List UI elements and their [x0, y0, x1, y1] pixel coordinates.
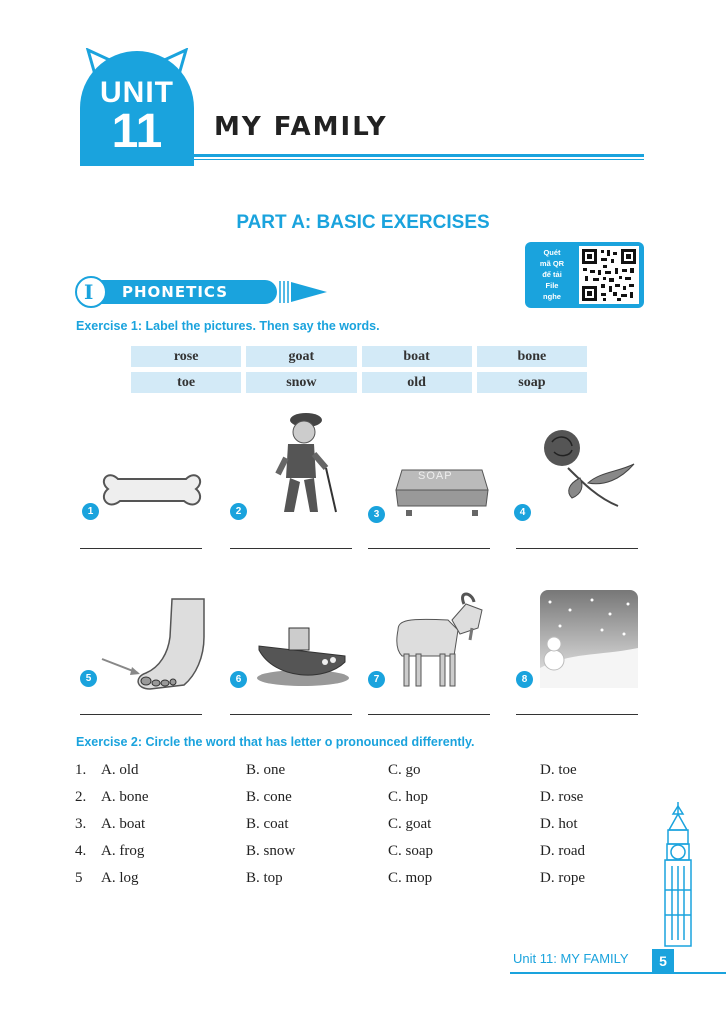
option-a[interactable]: A. old [101, 762, 139, 778]
option-c[interactable]: C. soap [388, 843, 433, 859]
answer-line[interactable] [80, 548, 202, 549]
option-a[interactable]: A. boat [101, 816, 146, 832]
question-row [75, 789, 635, 811]
answer-line[interactable] [516, 714, 638, 715]
part-title: PART A: BASIC EXERCISES [236, 212, 490, 233]
footer-unit-label: Unit 11: MY FAMILY [513, 951, 629, 966]
option-d[interactable]: D. toe [540, 762, 577, 778]
big-ben-tower-icon [655, 800, 701, 948]
option-c[interactable]: C. hop [388, 789, 429, 805]
word-cell: toe [131, 372, 241, 393]
unit-number: 11 [111, 105, 163, 158]
question-number: 1. [75, 762, 87, 778]
picture-number: 8 [516, 671, 533, 688]
qr-code-icon[interactable] [579, 246, 639, 304]
picture-number: 5 [80, 670, 97, 687]
option-d[interactable]: D. hot [540, 816, 578, 832]
question-row [75, 870, 635, 892]
snow-scene-icon [540, 590, 638, 688]
question-number: 2. [75, 789, 87, 805]
exercise-1-title: Exercise 1: Label the pictures. Then say the words. [76, 319, 380, 333]
boat-icon [255, 620, 351, 688]
picture-number: 6 [230, 671, 247, 688]
rose-icon [538, 428, 638, 508]
option-c[interactable]: C. goat [388, 816, 432, 832]
option-b[interactable]: B. cone [246, 789, 292, 805]
answer-line[interactable] [230, 548, 352, 549]
question-number: 5 [75, 870, 83, 886]
word-cell: goat [246, 346, 356, 367]
picture-number: 7 [368, 671, 385, 688]
option-c[interactable]: C. go [388, 762, 421, 778]
section-numeral: I [84, 280, 94, 304]
word-bank-row [131, 346, 587, 367]
word-cell: soap [477, 372, 587, 393]
question-number: 3. [75, 816, 87, 832]
picture-number: 2 [230, 503, 247, 520]
word-bank [131, 346, 587, 398]
option-a[interactable]: A. bone [101, 789, 149, 805]
old-man-icon [258, 408, 338, 518]
unit-word: UNIT [100, 76, 174, 109]
word-cell: old [362, 372, 472, 393]
word-cell: bone [477, 346, 587, 367]
unit-title: MY FAMILY [214, 112, 388, 142]
question-row [75, 843, 635, 865]
answer-line[interactable] [230, 714, 352, 715]
qr-box [525, 242, 644, 308]
answer-line[interactable] [516, 548, 638, 549]
picture-number: 1 [82, 503, 99, 520]
soap-icon [392, 460, 492, 518]
soap-label: SOAP [418, 470, 453, 482]
question-row [75, 816, 635, 838]
answer-line[interactable] [368, 714, 490, 715]
option-a[interactable]: A. log [101, 870, 139, 886]
answer-line[interactable] [368, 548, 490, 549]
title-underline-thin [192, 159, 644, 160]
word-cell: snow [246, 372, 356, 393]
bone-icon [100, 465, 204, 515]
option-a[interactable]: A. frog [101, 843, 145, 859]
option-b[interactable]: B. coat [246, 816, 289, 832]
option-c[interactable]: C. mop [388, 870, 433, 886]
word-cell: boat [362, 346, 472, 367]
option-b[interactable]: B. one [246, 762, 286, 778]
title-underline [192, 154, 644, 157]
picture-number: 3 [368, 506, 385, 523]
question-row [75, 762, 635, 784]
goat-icon [388, 590, 488, 690]
foot-toe-icon [100, 597, 210, 692]
page-number: 5 [652, 949, 674, 973]
word-bank-row [131, 372, 587, 393]
option-b[interactable]: B. top [246, 870, 283, 886]
picture-number: 4 [514, 504, 531, 521]
qr-caption: Quét mã QR để tải File nghe [539, 248, 565, 301]
option-b[interactable]: B. snow [246, 843, 296, 859]
exercise-2-title: Exercise 2: Circle the word that has letter o pronounced differently. [76, 735, 475, 749]
word-cell: rose [131, 346, 241, 367]
question-number: 4. [75, 843, 87, 859]
footer-line [510, 972, 726, 974]
section-label: PHONETICS [122, 283, 229, 301]
option-d[interactable]: D. rope [540, 870, 585, 886]
option-d[interactable]: D. road [540, 843, 585, 859]
option-d[interactable]: D. rose [540, 789, 584, 805]
answer-line[interactable] [80, 714, 202, 715]
